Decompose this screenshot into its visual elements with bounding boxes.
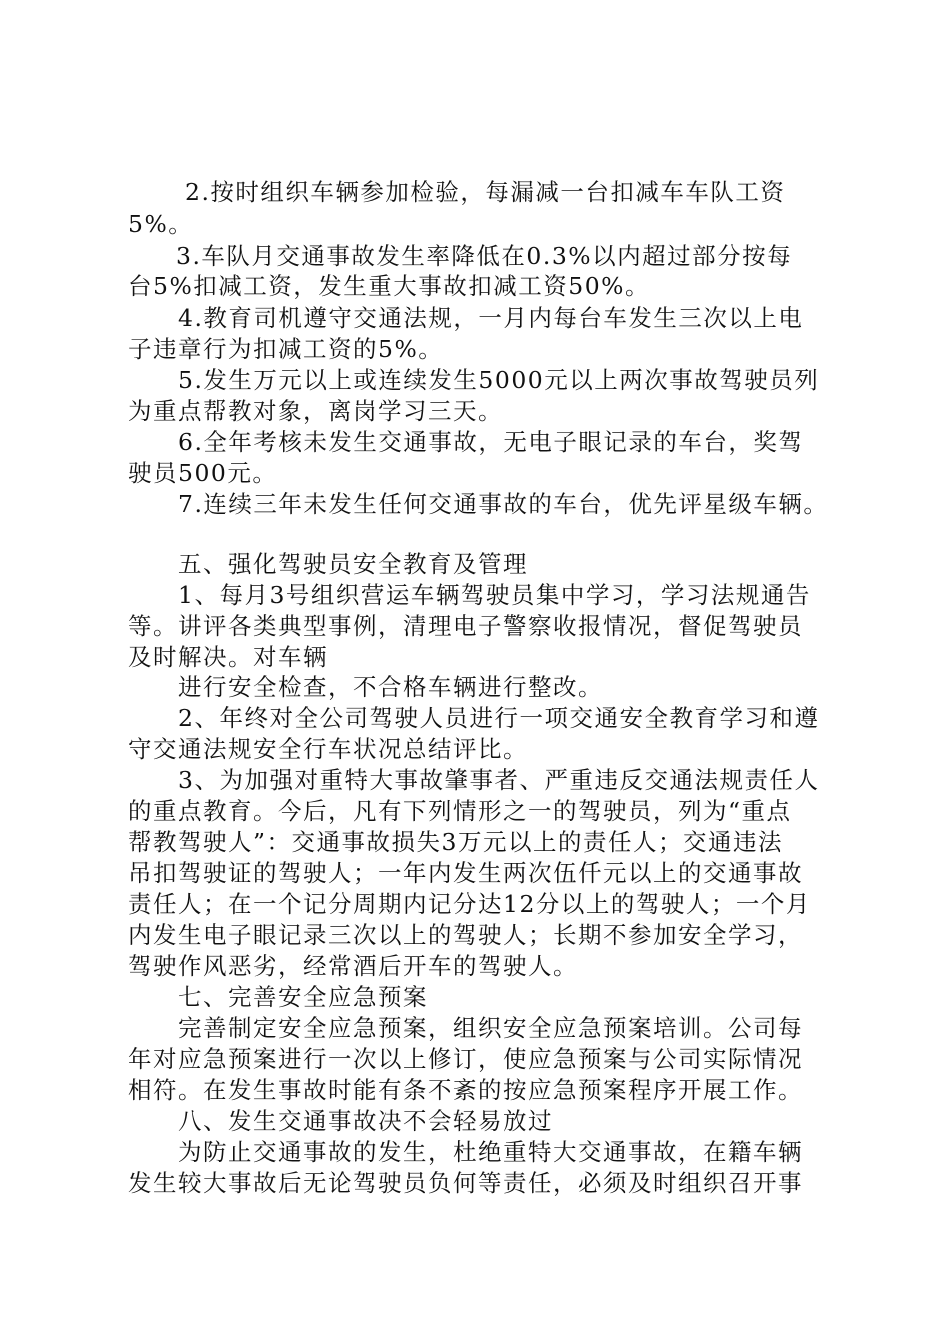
text-line: 内发生电子眼记录三次以上的驾驶人；长期不参加安全学习， <box>128 921 803 949</box>
text-line: 年对应急预案进行一次以上修订，使应急预案与公司实际情况 <box>128 1045 803 1073</box>
text-line: 3.车队月交通事故发生率降低在0.3%以内超过部分按每 <box>176 242 793 270</box>
text-line: 3、为加强对重特大事故肇事者、严重违反交通法规责任人 <box>178 766 820 794</box>
section-heading: 八、发生交通事故决不会轻易放过 <box>178 1107 553 1135</box>
section-heading: 七、完善安全应急预案 <box>178 983 428 1011</box>
text-line: 驶员500元。 <box>128 459 278 487</box>
text-line: 7.连续三年未发生任何交通事故的车台，优先评星级车辆。 <box>178 490 829 518</box>
section-heading: 五、强化驾驶员安全教育及管理 <box>178 550 528 578</box>
text-line: 发生较大事故后无论驾驶员负何等责任，必须及时组织召开事 <box>128 1169 803 1197</box>
text-line: 5.发生万元以上或连续发生5000元以上两次事故驾驶员列 <box>178 366 820 394</box>
text-line: 的重点教育。今后，凡有下列情形之一的驾驶员，列为“重点 <box>128 797 792 825</box>
text-line: 为防止交通事故的发生，杜绝重特大交通事故，在籍车辆 <box>178 1138 803 1166</box>
text-line: 6.全年考核未发生交通事故，无电子眼记录的车台，奖驾 <box>178 428 804 456</box>
text-line: 帮教驾驶人”：交通事故损失3万元以上的责任人；交通违法 <box>128 828 783 856</box>
text-line: 完善制定安全应急预案，组织安全应急预案培训。公司每 <box>178 1014 803 1042</box>
text-line: 等。讲评各类典型事例，清理电子警察收报情况，督促驾驶员 <box>128 612 803 640</box>
text-line: 相符。在发生事故时能有条不紊的按应急预案程序开展工作。 <box>128 1076 803 1104</box>
text-line: 进行安全检查，不合格车辆进行整改。 <box>178 673 603 701</box>
text-line: 2.按时组织车辆参加检验，每漏减一台扣减车车队工资 <box>185 178 786 206</box>
text-line: 吊扣驾驶证的驾驶人；一年内发生两次伍仟元以上的交通事故 <box>128 859 803 887</box>
text-line: 2、年终对全公司驾驶人员进行一项交通安全教育学习和遵 <box>178 704 820 732</box>
text-line: 1、每月3号组织营运车辆驾驶员集中学习，学习法规通告 <box>178 581 811 609</box>
text-line: 子违章行为扣减工资的5%。 <box>128 335 444 363</box>
text-line: 及时解决。对车辆 <box>128 643 328 671</box>
text-line: 驾驶作风恶劣，经常酒后开车的驾驶人。 <box>128 952 578 980</box>
text-line: 为重点帮教对象，离岗学习三天。 <box>128 397 503 425</box>
text-line: 守交通法规安全行车状况总结评比。 <box>128 735 528 763</box>
text-line: 4.教育司机遵守交通法规，一月内每台车发生三次以上电 <box>178 304 804 332</box>
text-line: 5%。 <box>128 210 194 238</box>
text-line: 台5%扣减工资，发生重大事故扣减工资50%。 <box>128 272 651 300</box>
text-line: 责任人；在一个记分周期内记分达12分以上的驾驶人；一个月 <box>128 890 811 918</box>
